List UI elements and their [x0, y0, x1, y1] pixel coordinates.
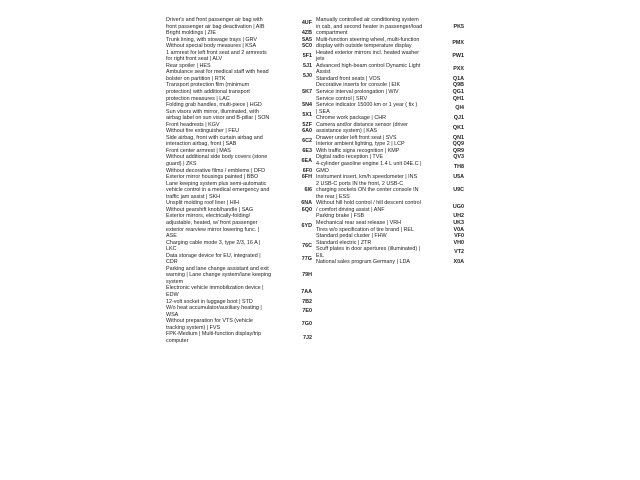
- option-code: PMX: [452, 39, 464, 46]
- option-row: [166, 135, 312, 148]
- option-row: [166, 181, 312, 201]
- option-description: Tires w/o specification of tire brand | REL: [316, 226, 414, 233]
- option-code: 5X1: [302, 111, 312, 118]
- option-description: Decorative inserts for console | EIK: [316, 82, 401, 89]
- option-description: Without gearshift knob/handle | SAG: [166, 206, 254, 213]
- option-code: 7E0: [302, 308, 312, 315]
- option-code: UH2: [453, 213, 464, 220]
- option-code: U9C: [453, 187, 464, 194]
- option-description: Digital radio reception | TVE: [316, 154, 383, 161]
- option-description: Bright moldings | ZIE: [166, 30, 216, 37]
- option-code: QV3: [453, 154, 464, 161]
- option-description: Folding grab handles, multi-piece | HGD: [166, 102, 262, 109]
- option-description: Camera and/or distance sensor (driver assistance system) | KAS: [316, 121, 408, 135]
- option-description: Side airbag, front with curtain airbag and interaction airbag, front | SAB: [166, 134, 263, 148]
- option-code: 6EA: [301, 157, 312, 164]
- option-description: FPK-Medium | Multi-function display/trip computer: [166, 331, 262, 344]
- option-row: [316, 50, 464, 63]
- option-description: Service indicator 15000 km or 1 year ( fix ) | SEA: [316, 102, 418, 115]
- option-code: 6Q0: [301, 206, 312, 213]
- option-code: 5ZF: [302, 121, 312, 128]
- option-code: 6I6: [304, 187, 312, 194]
- option-description: Charging cable mode 3, type 2/3, 16 A | LKC: [166, 239, 261, 253]
- option-code: U5A: [453, 174, 464, 181]
- option-row: [316, 181, 464, 201]
- option-description: Electronic vehicle immobilization device | EDW: [166, 285, 264, 298]
- option-code: 4ZB: [301, 30, 312, 37]
- option-row: [166, 109, 312, 122]
- option-code: 5A5: [302, 36, 312, 43]
- option-description: Standard electric | ZTR: [316, 239, 372, 246]
- option-description: Heated exterior mirrors incl. heated washer jets: [316, 49, 420, 63]
- option-code: 79H: [302, 272, 312, 279]
- option-row: [166, 50, 312, 63]
- option-code: 5K7: [302, 89, 312, 96]
- option-description: Manually controlled air conditioning system in cab, and second heater in passenger/load compartment: [316, 17, 423, 37]
- option-row: [316, 102, 464, 115]
- option-row: [166, 82, 312, 102]
- option-row: [166, 69, 312, 82]
- option-description: Driver's and front passenger air bag with front passenger air bag deactivation | AIB: [166, 17, 265, 30]
- option-row: [316, 37, 464, 50]
- option-description: Trunk lining, with stowage trays | GRV: [166, 36, 257, 43]
- option-description: Service control | SRV: [316, 95, 368, 102]
- option-code: UG0: [452, 203, 464, 210]
- option-code: TH8: [453, 164, 464, 171]
- option-code: PK5: [453, 23, 464, 30]
- option-code: PXX: [453, 66, 464, 73]
- option-code: 6A0: [302, 128, 312, 135]
- option-code: 6C2: [302, 138, 312, 145]
- option-description: Exterior mirrors, electrically-folding/ adjustable, heated, w/ front passenger exterior rearview mirror lowering func. | ASE: [166, 213, 260, 240]
- option-code: 6FH: [301, 174, 312, 181]
- option-code: PW1: [452, 53, 464, 59]
- option-description: Ambulance seat for medical staff with head bolster on partition | RTK: [166, 69, 269, 82]
- option-code: 7G0: [301, 321, 312, 328]
- option-code: UK3: [453, 219, 464, 226]
- option-description: 1 armrest for left front seat and 2 armrests for right front seat | ALV: [166, 49, 267, 63]
- option-code: 7J2: [303, 334, 312, 341]
- option-code: 6F0: [302, 167, 312, 174]
- option-code: 7AA: [301, 288, 312, 295]
- option-code: VH0: [453, 239, 464, 246]
- option-description: Scuff plates in door apertures (illuminated) | EIL: [316, 246, 421, 259]
- option-description: Without special body measures | KSA: [166, 43, 257, 50]
- option-code: 6E3: [302, 147, 312, 154]
- option-row: [166, 305, 312, 318]
- option-code: QK1: [452, 125, 464, 132]
- option-description: Advanced high-beam control Dynamic Light Assist: [316, 62, 421, 76]
- option-description: Without additional side body covers (stone guard) | ZKS: [166, 154, 268, 168]
- option-description: 4-cylinder gasoline engine 1.4 L unit 04E.C | GMO: [316, 161, 422, 174]
- option-row: [166, 285, 312, 298]
- option-description: Mechanical rear seat release | VRH: [316, 219, 401, 226]
- option-code: 6NA: [301, 200, 312, 207]
- option-description: Data storage device for EU, integrated | CDR: [166, 252, 261, 266]
- left-column: [166, 17, 312, 344]
- option-description: W/o heat accumulator/auxiliary heating | WSA: [166, 305, 262, 318]
- option-description: Transport protection film (minimum protection) with additional transport protection measures | LAC: [166, 82, 250, 102]
- option-row: [316, 17, 464, 37]
- option-code: QG1: [452, 89, 464, 96]
- option-row: [316, 200, 464, 213]
- option-description: Interior ambient lighting, type 2 | LCP: [316, 141, 405, 148]
- option-code: QN1: [452, 134, 464, 141]
- option-code: V0A: [453, 226, 464, 233]
- option-description: Without preparation for VTS (vehicle tracking system) | FVS: [166, 318, 253, 331]
- option-row: [316, 161, 464, 174]
- right-column: [316, 17, 464, 266]
- option-code: 6YD: [301, 223, 312, 230]
- option-row: [316, 246, 464, 259]
- option-row: [166, 318, 312, 331]
- option-description: Service interval prolongation | WIV: [316, 89, 399, 96]
- option-row: [166, 240, 312, 253]
- option-code: 5F1: [302, 53, 312, 59]
- option-description: With traffic signs recognition | KMP: [316, 147, 400, 154]
- option-description: Unsplit molding roof liner | HIH: [166, 200, 240, 207]
- option-row: [166, 331, 312, 344]
- option-code: Q9B: [452, 82, 464, 89]
- option-description: Standard pedal cluster | FHW: [316, 233, 387, 240]
- option-code: 5J0: [303, 72, 312, 79]
- option-code: QI4: [455, 105, 464, 112]
- option-code: QQ9: [452, 141, 464, 148]
- option-description: Standard front seats | VOS: [316, 75, 381, 82]
- option-code: QH1: [452, 95, 464, 102]
- option-description: 2 USB-C ports IN the front, 2 USB-C charging sockets ON the center console IN the rear | ESS: [316, 180, 419, 200]
- option-code: QJ1: [453, 115, 464, 122]
- option-code: 4UF: [301, 20, 312, 27]
- option-description: Parking and lane change assistant and exit warning | Lane change system/lane keeping system: [166, 265, 272, 285]
- option-row: [166, 253, 312, 266]
- option-code: 7B2: [302, 298, 312, 305]
- option-description: Front headrests | KGV: [166, 121, 220, 128]
- option-row: [316, 259, 464, 266]
- option-description: Instrument insert, km/h speedometer | INS: [316, 174, 418, 181]
- option-row: [166, 154, 312, 167]
- option-row: [316, 63, 464, 76]
- option-description: Lane keeping system plus semi-automatic vehicle control in a medical emergency and traffic jam assist | SKH: [166, 180, 270, 200]
- option-code: VF0: [454, 233, 464, 240]
- option-code: 77G: [301, 255, 312, 262]
- option-row: [166, 213, 312, 239]
- option-code: 5N4: [302, 102, 312, 109]
- option-code: 76C: [302, 242, 312, 249]
- option-description: Chrome work package | CHR: [316, 115, 387, 122]
- option-description: Front center armrest | MAS: [166, 147, 231, 154]
- option-description: 12-volt socket in luggage boot | STD: [166, 298, 253, 305]
- option-row: [166, 17, 312, 30]
- option-description: Multi-function steering wheel, multi-function display with outside temperature display: [316, 36, 420, 50]
- option-row: [166, 266, 312, 286]
- option-description: Without hill hold control / hill descent control / comfort driving assist | ANF: [316, 200, 421, 213]
- option-description: Parking brake | FSB: [316, 213, 365, 220]
- option-code: X0A: [453, 259, 464, 266]
- option-description: National sales program Germany | LDA: [316, 259, 410, 266]
- option-description: Drawer under left front seat | SVS: [316, 134, 397, 141]
- option-row: [316, 122, 464, 135]
- option-code: Q1A: [452, 75, 464, 82]
- option-code: 5C0: [302, 43, 312, 50]
- option-description: Without fire extinguisher | FEU: [166, 128, 240, 135]
- option-code: VT2: [454, 249, 464, 256]
- option-code: 5J1: [303, 62, 312, 69]
- option-description: Exterior mirror housings painted | BBO: [166, 174, 259, 181]
- option-description: Rear spoiler | HES: [166, 62, 211, 69]
- option-description: Without decorative films / emblems | DFD: [166, 167, 266, 174]
- option-description: Sun visors with mirror, illuminated, with airbag label on sun visor and B-pillar | SON: [166, 108, 270, 122]
- option-code: QR9: [452, 147, 464, 154]
